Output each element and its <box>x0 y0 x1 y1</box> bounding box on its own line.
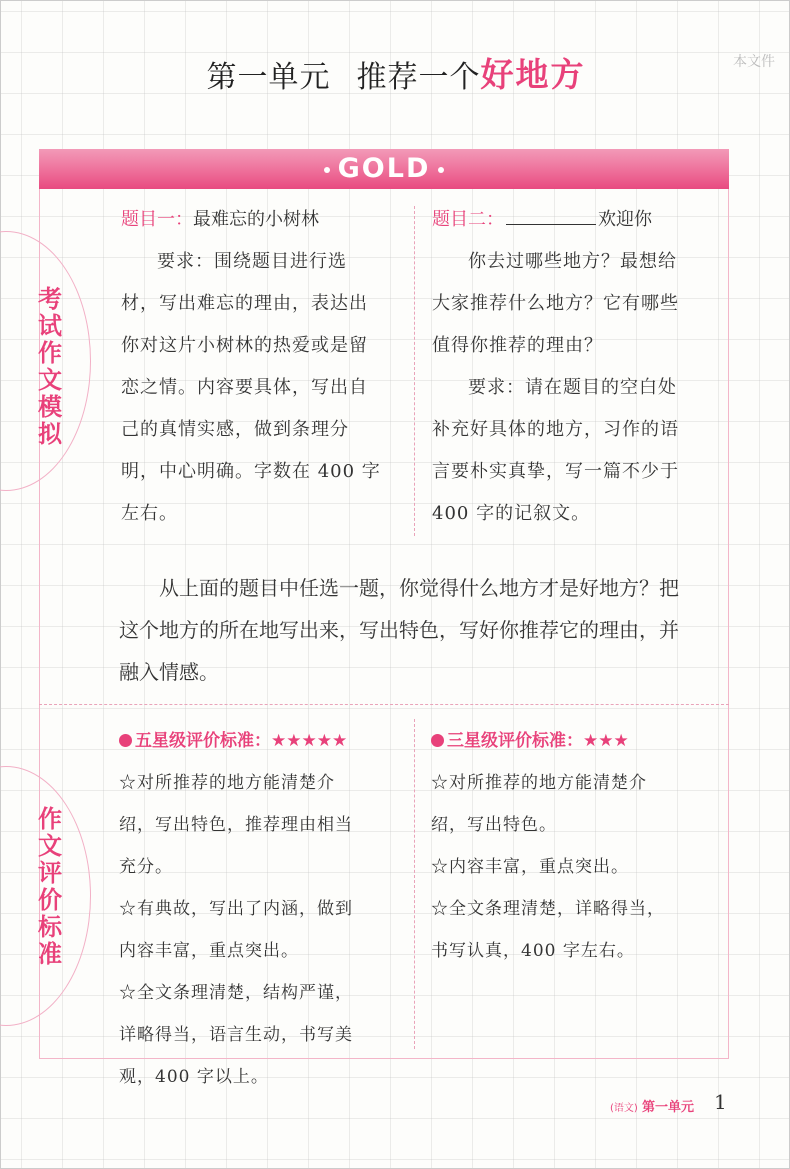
side-label-exam: 考试作文模拟 <box>38 285 62 448</box>
text-line: 要求：请在题目的空白处 <box>468 377 677 398</box>
text-line: 观，400 字以上。 <box>119 1067 269 1087</box>
rating-five-star <box>119 720 405 1098</box>
dot-icon <box>438 167 444 173</box>
text-line: ☆对所推荐的地方能清楚介 <box>119 773 335 793</box>
question-one-head <box>121 199 403 241</box>
dot-icon <box>324 167 330 173</box>
bullet-icon <box>119 734 132 747</box>
page-number: 1 <box>714 1090 727 1114</box>
fill-in-blank <box>506 207 596 225</box>
question-two-label: 题目二： <box>432 209 504 230</box>
text-line: 明，中心明确。字数在 400 字 <box>121 461 381 482</box>
prompt-line: 融入情感。 <box>119 660 219 684</box>
text-line: 己的真情实感，做到条理分 <box>121 419 349 440</box>
text-line: 材，写出难忘的理由，表达出 <box>121 293 368 314</box>
column-divider-top <box>414 206 415 536</box>
writing-prompt <box>119 567 715 693</box>
rating-three-star <box>431 720 717 972</box>
text-line: 言要朴实真挚，写一篇不少于 <box>432 461 679 482</box>
text-line: 恋之情。内容要具体，写出自 <box>121 377 368 398</box>
rating-five-star-label: 五星级评价标准： <box>135 731 271 751</box>
unit-title: 第一单元 <box>206 60 331 95</box>
text-line: 左右。 <box>121 503 178 524</box>
stars-three-icon: ★★★ <box>583 731 629 751</box>
question-two-body <box>432 241 714 535</box>
text-line: ☆有典故，写出了内涵，做到 <box>119 899 353 919</box>
topic-title-plain: 推荐一个 <box>356 60 481 95</box>
footer-unit: 第一单元 <box>642 1100 695 1115</box>
text-line: 绍，写出特色。 <box>431 815 557 835</box>
side-label-criteria: 作文评价标准 <box>38 805 62 968</box>
page-title <box>1 49 790 99</box>
text-line: 你对这片小树林的热爱或是留 <box>121 335 368 356</box>
prompt-line: 从上面的题目中任选一题，你觉得什么地方才是好地方？把 <box>159 576 679 600</box>
text-line: 充分。 <box>119 857 173 877</box>
text-line: 你去过哪些地方？最想给 <box>468 251 677 272</box>
question-one-body <box>121 241 403 535</box>
question-two-head <box>432 199 714 241</box>
bullet-icon <box>431 734 444 747</box>
prompt-line: 这个地方的所在地写出来，写出特色，写好你推荐它的理由，并 <box>119 618 679 642</box>
question-two-title: 欢迎你 <box>598 209 652 230</box>
question-one <box>121 199 403 535</box>
question-one-title: 最难忘的小树林 <box>193 209 319 230</box>
text-line: 详略得当，语言生动，书写美 <box>119 1025 353 1045</box>
banner-label: GOLD <box>337 153 431 184</box>
text-line: 要求：围绕题目进行选 <box>157 251 347 272</box>
text-line: 绍，写出特色，推荐理由相当 <box>119 815 353 835</box>
text-line: 内容丰富，重点突出。 <box>119 941 299 961</box>
text-line: 书写认真，400 字左右。 <box>431 941 635 961</box>
text-line: 大家推荐什么地方？它有哪些 <box>432 293 679 314</box>
text-line: 400 字的记叙文。 <box>432 503 591 524</box>
text-line: 补充好具体的地方，习作的语 <box>432 419 679 440</box>
stars-five-icon: ★★★★★ <box>271 731 348 751</box>
banner-label-wrap <box>39 149 729 189</box>
page-footer <box>610 1090 760 1119</box>
text-line: ☆对所推荐的地方能清楚介 <box>431 773 647 793</box>
corner-mark: 本文件 <box>733 54 775 70</box>
column-divider-bottom <box>414 719 415 1049</box>
section-divider <box>39 704 729 705</box>
text-line: ☆内容丰富，重点突出。 <box>431 857 629 877</box>
question-one-label: 题目一： <box>121 209 193 230</box>
topic-title-accent: 好地方 <box>480 55 586 94</box>
question-two <box>432 199 714 535</box>
rating-three-star-label: 三星级评价标准： <box>447 731 583 751</box>
text-line: ☆全文条理清楚，结构严谨， <box>119 983 353 1003</box>
footer-tag: (语文) <box>610 1103 638 1114</box>
text-line: 值得你推荐的理由？ <box>432 335 603 356</box>
gold-banner <box>39 149 729 189</box>
rating-five-star-head <box>119 720 405 762</box>
rating-three-star-head <box>431 720 717 762</box>
text-line: ☆全文条理清楚，详略得当， <box>431 899 665 919</box>
